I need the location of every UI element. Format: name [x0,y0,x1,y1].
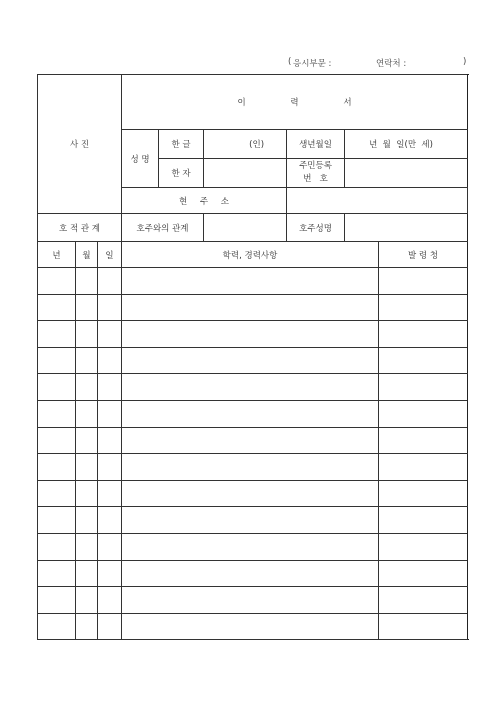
resume-form [37,74,468,640]
header-line [0,57,504,69]
col-year-header: 년 [38,242,76,268]
history-month-cell[interactable] [76,321,98,348]
history-year-cell[interactable] [38,294,76,321]
history-month-cell[interactable] [76,533,98,560]
history-issuer-cell[interactable] [379,533,468,560]
history-day-cell[interactable] [98,454,122,481]
history-detail-cell[interactable] [122,560,379,587]
history-month-cell[interactable] [76,560,98,587]
history-month-cell[interactable] [76,400,98,427]
history-day-cell[interactable] [98,268,122,295]
history-row [38,507,468,534]
exam-field-label: 응시부문 : [293,59,332,69]
history-issuer-cell[interactable] [379,400,468,427]
history-year-cell[interactable] [38,480,76,507]
resident-no-label [287,159,345,188]
history-day-cell[interactable] [98,400,122,427]
name-hangul-label: 한 글 [159,130,204,159]
history-month-cell[interactable] [76,374,98,401]
history-detail-cell[interactable] [122,427,379,454]
history-month-cell[interactable] [76,268,98,295]
history-day-cell[interactable] [98,613,122,640]
history-detail-cell[interactable] [122,480,379,507]
history-year-cell[interactable] [38,374,76,401]
history-issuer-cell[interactable] [379,294,468,321]
history-row [38,587,468,614]
name-hangul-field[interactable] [204,130,287,159]
address-field[interactable] [287,188,468,214]
birth-date-text: 년 월 일(만 세) [369,140,433,150]
col-month-header: 월 [76,242,98,268]
relation-to-head-field[interactable] [204,214,287,242]
history-row [38,374,468,401]
history-row [38,560,468,587]
history-year-cell[interactable] [38,533,76,560]
header-close-paren: ) [463,57,467,67]
history-month-cell[interactable] [76,347,98,374]
history-issuer-cell[interactable] [379,268,468,295]
history-month-cell[interactable] [76,587,98,614]
history-row [38,400,468,427]
history-day-cell[interactable] [98,294,122,321]
history-detail-cell[interactable] [122,294,379,321]
history-year-cell[interactable] [38,454,76,481]
col-history-header: 학력, 경력사항 [122,242,379,268]
history-month-cell[interactable] [76,613,98,640]
history-row [38,480,468,507]
history-day-cell[interactable] [98,507,122,534]
resident-no-field[interactable] [345,159,468,188]
name-hanja-field[interactable] [204,159,287,188]
col-day-header: 일 [98,242,122,268]
history-month-cell[interactable] [76,480,98,507]
history-detail-cell[interactable] [122,347,379,374]
history-issuer-cell[interactable] [379,347,468,374]
birth-label: 생년월일 [287,130,345,159]
family-relation-label: 호 적 관 계 [38,214,122,242]
photo-label: 사 진 [69,140,90,150]
history-day-cell[interactable] [98,347,122,374]
history-issuer-cell[interactable] [379,613,468,640]
history-day-cell[interactable] [98,533,122,560]
history-detail-cell[interactable] [122,321,379,348]
history-issuer-cell[interactable] [379,374,468,401]
header-open-paren: ( [288,57,292,67]
resident-no-label-line1: 주민등록 [299,161,332,171]
history-day-cell[interactable] [98,587,122,614]
seal-mark: (인) [249,140,265,150]
name-label: 성 명 [122,130,159,188]
birth-date-field[interactable] [345,130,468,159]
history-row [38,268,468,295]
relation-to-head-label: 호주와의 관계 [122,214,204,242]
history-year-cell[interactable] [38,507,76,534]
history-row [38,613,468,640]
history-row [38,294,468,321]
history-issuer-cell[interactable] [379,587,468,614]
history-detail-cell[interactable] [122,613,379,640]
head-name-label: 호주성명 [287,214,345,242]
history-year-cell[interactable] [38,587,76,614]
history-year-cell[interactable] [38,613,76,640]
history-year-cell[interactable] [38,400,76,427]
history-year-cell[interactable] [38,560,76,587]
col-issuer-header: 발 령 청 [379,242,468,268]
history-rows [38,268,468,640]
history-detail-cell[interactable] [122,400,379,427]
history-detail-cell[interactable] [122,374,379,401]
header-contact-label: 연락처 : [376,59,407,69]
history-day-cell[interactable] [98,480,122,507]
head-name-field[interactable] [345,214,468,242]
history-day-cell[interactable] [98,427,122,454]
history-row [38,321,468,348]
history-issuer-cell[interactable] [379,454,468,481]
history-detail-cell[interactable] [122,268,379,295]
address-label: 현 주 소 [122,188,287,214]
history-row [38,347,468,374]
history-detail-cell[interactable] [122,454,379,481]
history-month-cell[interactable] [76,427,98,454]
history-row [38,454,468,481]
history-row [38,427,468,454]
history-year-cell[interactable] [38,268,76,295]
name-hanja-label: 한 자 [159,159,204,188]
form-title: 이 력 서 [122,75,468,130]
history-day-cell[interactable] [98,321,122,348]
history-issuer-cell[interactable] [379,507,468,534]
history-detail-cell[interactable] [122,507,379,534]
history-day-cell[interactable] [98,374,122,401]
history-month-cell[interactable] [76,294,98,321]
photo-box[interactable] [38,75,122,214]
resident-no-label-line2: 번 호 [303,174,328,184]
history-month-cell[interactable] [76,454,98,481]
history-row [38,533,468,560]
history-day-cell[interactable] [98,560,122,587]
history-month-cell[interactable] [76,507,98,534]
history-issuer-cell[interactable] [379,321,468,348]
history-year-cell[interactable] [38,347,76,374]
history-detail-cell[interactable] [122,533,379,560]
history-year-cell[interactable] [38,427,76,454]
history-issuer-cell[interactable] [379,480,468,507]
history-issuer-cell[interactable] [379,427,468,454]
history-detail-cell[interactable] [122,587,379,614]
history-issuer-cell[interactable] [379,560,468,587]
history-year-cell[interactable] [38,321,76,348]
